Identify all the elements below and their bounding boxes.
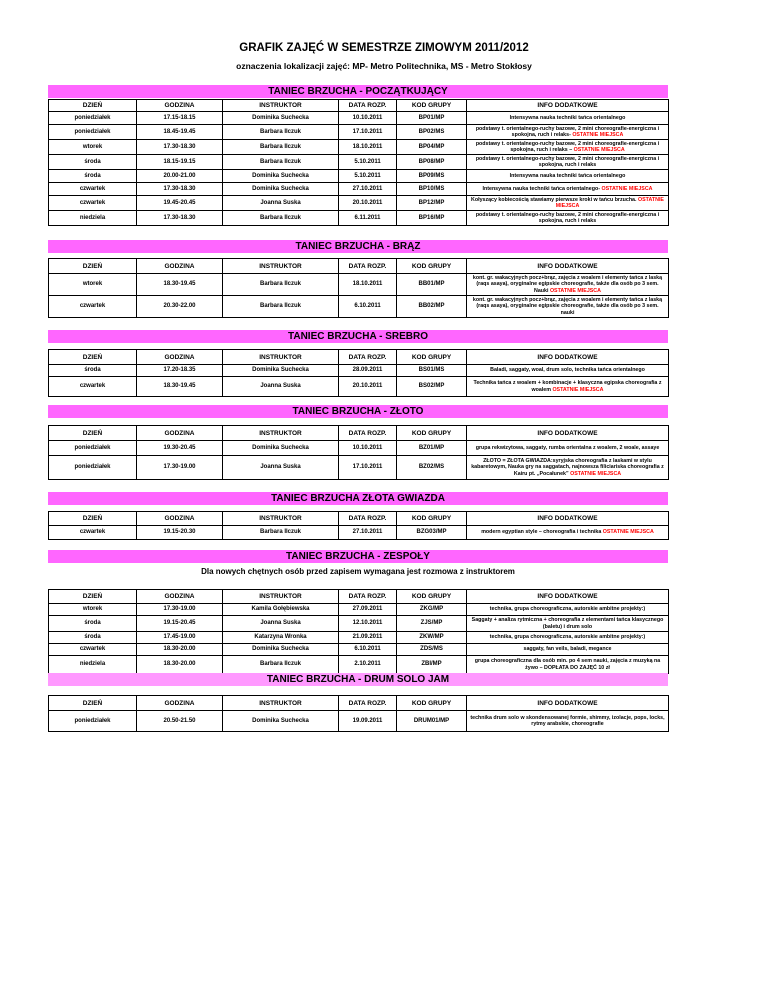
info-highlight: OSTATNIE MIEJSCA [550, 386, 604, 393]
cell-code: BB01/MP [397, 274, 467, 296]
header-row [49, 350, 669, 365]
cell-instructor: Barbara Ilczuk [223, 296, 339, 318]
cell-code: DRUM01/MP [397, 711, 467, 732]
column-header: DATA ROZP. [339, 590, 397, 604]
schedule-table [48, 258, 669, 318]
info-highlight: OSTATNIE MIEJSCA [570, 132, 624, 138]
cell-info [467, 526, 669, 540]
cell-day: środa [49, 616, 137, 632]
cell-info [467, 441, 669, 456]
cell-day: poniedziałek [49, 711, 137, 732]
cell-date: 17.10.2011 [339, 125, 397, 140]
column-header: INSTRUKTOR [223, 350, 339, 365]
cell-date: 5.10.2011 [339, 155, 397, 170]
cell-day: wtorek [49, 140, 137, 155]
header-row [49, 259, 669, 274]
cell-instructor: Barbara Ilczuk [223, 274, 339, 296]
cell-info [467, 644, 669, 656]
cell-code: BZG03/MP [397, 526, 467, 540]
section-title: TANIEC BRZUCHA - ZŁOTO [292, 406, 424, 417]
info-text: technika drum solo w skondensowanej formie, shimmy, izolacje, pops, locks, rytmy arabskie, choreografie [470, 714, 665, 727]
cell-time: 19.30-20.45 [137, 441, 223, 456]
table-row [49, 441, 669, 456]
cell-day: środa [49, 155, 137, 170]
cell-day: czwartek [49, 644, 137, 656]
cell-instructor: Dominika Suchecka [223, 112, 339, 125]
cell-instructor: Barbara Ilczuk [223, 140, 339, 155]
table-row [49, 140, 669, 155]
cell-instructor: Dominika Suchecka [223, 441, 339, 456]
column-header: INSTRUKTOR [223, 512, 339, 526]
schedule-table [48, 349, 669, 397]
section-note: Dla nowych chętnych osób przed zapisem wymagana jest rozmowa z instruktorem [201, 567, 515, 576]
table-row [49, 526, 669, 540]
cell-date: 18.10.2011 [339, 140, 397, 155]
section-title: TANIEC BRZUCHA - ZESPOŁY [286, 551, 430, 562]
column-header: INFO DODATKOWE [467, 696, 669, 711]
cell-info [467, 632, 669, 644]
cell-date: 6.10.2011 [339, 296, 397, 318]
info-text: ZŁOTO = ZŁOTA GWIAZDA:syryjska choreografia z laskami w stylu kabaretowym, Nauka gry na saggatach, najnowsza filiciariska choreografia z Kairu pt. „Pocałunek” [471, 457, 664, 477]
page-title: GRAFIK ZAJĘĆ W SEMESTRZE ZIMOWYM 2011/2012 [239, 42, 529, 54]
info-text: podstawy t. orientalnego-ruchy bazowe, 2 mini choreografie-energiczna i spokojna, ruch i relaks – [475, 140, 660, 153]
cell-code: BS02/MP [397, 377, 467, 397]
cell-day: czwartek [49, 526, 137, 540]
column-header: DZIEŃ [49, 100, 137, 112]
cell-code: ZKG/MP [397, 604, 467, 616]
info-text: saggaty, fan veils, baladi, megance [523, 646, 612, 653]
cell-code: BP09/MS [397, 170, 467, 183]
schedule-table [48, 511, 669, 540]
cell-date: 17.10.2011 [339, 456, 397, 480]
column-header: INSTRUKTOR [223, 259, 339, 274]
column-header: DZIEŃ [49, 696, 137, 711]
cell-info [467, 155, 669, 170]
cell-instructor: Barbara Ilczuk [223, 656, 339, 674]
schedule-table [48, 589, 669, 674]
cell-code: BP08/MP [397, 155, 467, 170]
info-text: podstawy t. orientalnego-ruchy bazowe, 2 mini choreografie-energiczna i spokojna, ruch i relaks- [475, 125, 660, 138]
table-row [49, 604, 669, 616]
cell-time: 17.30-18.30 [137, 140, 223, 155]
cell-date: 27.10.2011 [339, 526, 397, 540]
column-header: DATA ROZP. [339, 696, 397, 711]
column-header: DATA ROZP. [339, 350, 397, 365]
column-header: KOD GRUPY [397, 350, 467, 365]
header-row [49, 590, 669, 604]
column-header: DZIEŃ [49, 259, 137, 274]
cell-day: środa [49, 170, 137, 183]
column-header: KOD GRUPY [397, 590, 467, 604]
section-title: TANIEC BRZUCHA - DRUM SOLO JAM [266, 674, 450, 685]
cell-date: 6.11.2011 [339, 211, 397, 226]
column-header: KOD GRUPY [397, 512, 467, 526]
column-header: GODZINA [137, 512, 223, 526]
column-header: INSTRUKTOR [223, 590, 339, 604]
cell-code: BZ01/MP [397, 441, 467, 456]
table-row [49, 296, 669, 318]
info-text: Technika tańca z woalem + kombinacje + klasyczna egipska choreografia z woalem [473, 380, 662, 393]
cell-day: czwartek [49, 296, 137, 318]
info-text: technika, grupa choreograficzna, autorskie ambitne projekty:) [489, 606, 646, 613]
cell-code: BS01/MS [397, 365, 467, 377]
cell-time: 20.30-22.00 [137, 296, 223, 318]
cell-day: czwartek [49, 196, 137, 211]
cell-info [467, 274, 669, 296]
column-header: GODZINA [137, 696, 223, 711]
column-header: INFO DODATKOWE [467, 426, 669, 441]
cell-instructor: Joanna Suska [223, 456, 339, 480]
cell-instructor: Barbara Ilczuk [223, 211, 339, 226]
cell-info [467, 211, 669, 226]
schedule-table [48, 695, 669, 732]
info-text: Intensywna nauka techniki tańca orientalnego- [482, 185, 600, 192]
column-header: DZIEŃ [49, 350, 137, 365]
header-row [49, 696, 669, 711]
cell-date: 28.09.2011 [339, 365, 397, 377]
table-row [49, 211, 669, 226]
column-header: INFO DODATKOWE [467, 590, 669, 604]
info-text: podstawy t. orientalnego-ruchy bazowe, 2 mini choreografie-energiczna i spokojna, ruch i relaks [475, 155, 660, 168]
info-highlight: OSTATNIE MIEJSCA [572, 147, 625, 153]
cell-time: 18.30-19.45 [137, 274, 223, 296]
cell-date: 2.10.2011 [339, 656, 397, 674]
cell-time: 20.00-21.00 [137, 170, 223, 183]
info-text: kont. gr. wakacyjnych pocz+brąz, zajęcia z woalem i elementy tańca z laską (raqs asaya), oryginalne egipskie choreografie, także dla osób po 3 sem. nauki [472, 296, 663, 316]
table-row [49, 456, 669, 480]
cell-code: ZJS/MP [397, 616, 467, 632]
table-row [49, 274, 669, 296]
cell-time: 18.15-19.15 [137, 155, 223, 170]
cell-date: 10.10.2011 [339, 441, 397, 456]
cell-time: 17.15-18.15 [137, 112, 223, 125]
cell-day: czwartek [49, 183, 137, 196]
column-header: INFO DODATKOWE [467, 350, 669, 365]
cell-info [467, 616, 669, 632]
table-row [49, 644, 669, 656]
cell-code: ZBI/MP [397, 656, 467, 674]
cell-date: 19.09.2011 [339, 711, 397, 732]
cell-code: BP02/MS [397, 125, 467, 140]
cell-info [467, 196, 669, 211]
cell-day: środa [49, 632, 137, 644]
cell-date: 27.09.2011 [339, 604, 397, 616]
cell-info [467, 112, 669, 125]
cell-code: BP01/MP [397, 112, 467, 125]
cell-day: poniedziałek [49, 125, 137, 140]
cell-code: BZ02/MS [397, 456, 467, 480]
info-text: technika, grupa choreograficzna, autorskie ambitne projekty:) [489, 634, 646, 641]
info-text: grupa rekwizytowa, saggaty, rumba orientalna z woalem, 2 woale, assaye [475, 444, 660, 451]
cell-info [467, 456, 669, 480]
cell-code: ZDS/MS [397, 644, 467, 656]
page-subtitle: oznaczenia lokalizacji zajęć: MP- Metro Politechnika, MS - Metro Stokłosy [236, 61, 532, 71]
column-header: DZIEŃ [49, 590, 137, 604]
column-header: INSTRUKTOR [223, 100, 339, 112]
cell-time: 18.45-19.45 [137, 125, 223, 140]
table-row [49, 711, 669, 732]
cell-time: 18.30-19.45 [137, 377, 223, 397]
info-text: Intensywna nauka techniki tańca orientalnego [509, 114, 626, 121]
column-header: DATA ROZP. [339, 259, 397, 274]
cell-code: BP16/MP [397, 211, 467, 226]
column-header: GODZINA [137, 259, 223, 274]
column-header: DATA ROZP. [339, 512, 397, 526]
column-header: GODZINA [137, 426, 223, 441]
info-highlight: OSTATNIE MIEJSCA [568, 470, 622, 477]
table-row [49, 155, 669, 170]
column-header: DATA ROZP. [339, 426, 397, 441]
cell-instructor: Barbara Ilczuk [223, 125, 339, 140]
cell-code: BP12/MP [397, 196, 467, 211]
schedule-table [48, 99, 669, 226]
cell-day: poniedziałek [49, 456, 137, 480]
cell-day: środa [49, 365, 137, 377]
column-header: KOD GRUPY [397, 696, 467, 711]
cell-instructor: Dominika Suchecka [223, 170, 339, 183]
cell-info [467, 170, 669, 183]
column-header: DATA ROZP. [339, 100, 397, 112]
cell-instructor: Joanna Suska [223, 377, 339, 397]
column-header: GODZINA [137, 100, 223, 112]
cell-info [467, 604, 669, 616]
info-text: grupa choreograficzna dla osób min. po 4 sem nauki, zajęcia z muzyką na żywo – DOPŁATA DO ZAJĘĆ 10 zł [474, 658, 661, 671]
column-header: INFO DODATKOWE [467, 100, 669, 112]
header-row [49, 100, 669, 112]
cell-instructor: Dominika Suchecka [223, 644, 339, 656]
table-row [49, 196, 669, 211]
info-highlight: OSTATNIE MIEJSCA [555, 196, 664, 209]
info-text: Saggaty + analiza rytmiczna + choreografia z elementami tańca klasycznego (baletu) i drum solo [471, 617, 664, 630]
cell-date: 6.10.2011 [339, 644, 397, 656]
section-title: TANIEC BRZUCHA ZŁOTA GWIAZDA [271, 493, 445, 504]
cell-instructor: Dominika Suchecka [223, 711, 339, 732]
cell-date: 27.10.2011 [339, 183, 397, 196]
cell-day: niedziela [49, 656, 137, 674]
cell-instructor: Joanna Suska [223, 196, 339, 211]
table-row [49, 616, 669, 632]
cell-info [467, 377, 669, 397]
info-highlight: OSTATNIE MIEJSCA [601, 529, 654, 536]
column-header: KOD GRUPY [397, 259, 467, 274]
cell-info [467, 365, 669, 377]
cell-day: niedziela [49, 211, 137, 226]
cell-instructor: Dominika Suchecka [223, 365, 339, 377]
header-row [49, 426, 669, 441]
column-header: INFO DODATKOWE [467, 259, 669, 274]
cell-info [467, 183, 669, 196]
table-row [49, 377, 669, 397]
cell-day: poniedziałek [49, 441, 137, 456]
cell-instructor: Barbara Ilczuk [223, 526, 339, 540]
cell-info [467, 656, 669, 674]
cell-date: 10.10.2011 [339, 112, 397, 125]
info-text: modern egyptian style – choreografia i technika [481, 529, 602, 536]
cell-date: 12.10.2011 [339, 616, 397, 632]
cell-date: 20.10.2011 [339, 377, 397, 397]
cell-date: 18.10.2011 [339, 274, 397, 296]
cell-day: wtorek [49, 274, 137, 296]
cell-day: czwartek [49, 377, 137, 397]
cell-code: BB02/MP [397, 296, 467, 318]
info-text: Kołyszący kobiecością stawiamy pierwsze kroki w tańcu brzucha. [471, 196, 637, 203]
cell-code: BP04/MP [397, 140, 467, 155]
column-header: DZIEŃ [49, 426, 137, 441]
cell-time: 17.20-18.35 [137, 365, 223, 377]
cell-date: 20.10.2011 [339, 196, 397, 211]
cell-time: 17.30-19.00 [137, 456, 223, 480]
cell-info [467, 140, 669, 155]
cell-time: 19.15-20.30 [137, 526, 223, 540]
cell-instructor: Joanna Suska [223, 616, 339, 632]
info-text: Baladi, saggaty, woal, drum solo, technika tańca orientalnego [490, 367, 645, 374]
column-header: KOD GRUPY [397, 100, 467, 112]
info-text: kont. gr. wakacyjnych pocz+brąz, zajęcia z woalem i elementy tańca z laską (raqs asaya), oryginalne egipskie choreografie, także dla osób po 3 sem. Nauki [472, 274, 663, 294]
cell-instructor: Katarzyna Wronka [223, 632, 339, 644]
cell-date: 5.10.2011 [339, 170, 397, 183]
cell-code: BP10/MS [397, 183, 467, 196]
section-title: TANIEC BRZUCHA - SREBRO [288, 331, 428, 342]
cell-instructor: Kamila Gołębiewska [223, 604, 339, 616]
cell-time: 17.30-18.30 [137, 211, 223, 226]
cell-time: 19.15-20.45 [137, 616, 223, 632]
schedule-table [48, 425, 669, 480]
table-row [49, 170, 669, 183]
cell-instructor: Dominika Suchecka [223, 183, 339, 196]
section-title: TANIEC BRZUCHA - BRĄZ [295, 241, 421, 252]
table-row [49, 183, 669, 196]
cell-time: 18.30-20.00 [137, 644, 223, 656]
cell-info [467, 711, 669, 732]
cell-time: 17.45-19.00 [137, 632, 223, 644]
table-row [49, 656, 669, 674]
info-text: Intensywna nauka techniki tańca orientalnego [509, 172, 626, 179]
info-text: podstawy t. orientalnego-ruchy bazowe, 2 mini choreografie-energiczna i spokojna, ruch i relaks [475, 211, 660, 224]
table-row [49, 125, 669, 140]
cell-time: 17.30-18.30 [137, 183, 223, 196]
column-header: GODZINA [137, 590, 223, 604]
column-header: INFO DODATKOWE [467, 512, 669, 526]
cell-day: poniedziałek [49, 112, 137, 125]
cell-time: 19.45-20.45 [137, 196, 223, 211]
column-header: DZIEŃ [49, 512, 137, 526]
cell-instructor: Barbara Ilczuk [223, 155, 339, 170]
table-row [49, 365, 669, 377]
cell-info [467, 296, 669, 318]
column-header: INSTRUKTOR [223, 426, 339, 441]
table-row [49, 632, 669, 644]
cell-day: wtorek [49, 604, 137, 616]
section-title: TANIEC BRZUCHA - POCZĄTKUJĄCY [268, 86, 448, 97]
cell-code: ZKW/MP [397, 632, 467, 644]
column-header: INSTRUKTOR [223, 696, 339, 711]
column-header: KOD GRUPY [397, 426, 467, 441]
cell-time: 20.50-21.50 [137, 711, 223, 732]
cell-date: 21.09.2011 [339, 632, 397, 644]
column-header: GODZINA [137, 350, 223, 365]
cell-time: 18.30-20.00 [137, 656, 223, 674]
cell-info [467, 125, 669, 140]
cell-time: 17.30-19.00 [137, 604, 223, 616]
info-highlight: OSTATNIE MIEJSCA [599, 185, 653, 192]
table-row [49, 112, 669, 125]
info-highlight: OSTATNIE MIEJSCA [548, 287, 601, 294]
header-row [49, 512, 669, 526]
